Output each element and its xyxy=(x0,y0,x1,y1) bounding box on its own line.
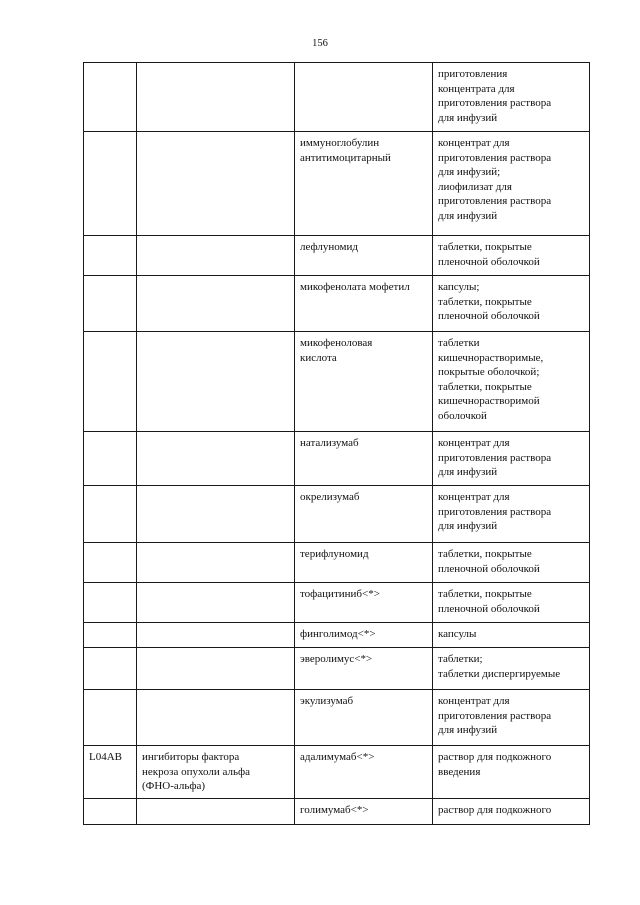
table-row xyxy=(84,623,590,648)
drug-group-cell xyxy=(137,63,295,132)
drug-name-cell-text: терифлуномид xyxy=(300,548,369,560)
atc-code-cell xyxy=(84,746,137,799)
table-row xyxy=(84,583,590,623)
atc-code-cell xyxy=(84,132,137,236)
drug-name-cell-text: окрелизумаб xyxy=(300,491,360,503)
dosage-form-cell xyxy=(433,236,590,276)
table-row xyxy=(84,799,590,825)
atc-code-cell xyxy=(84,432,137,486)
atc-code-cell xyxy=(84,799,137,825)
drug-name-cell-text: натализумаб xyxy=(300,437,359,449)
dosage-form-cell xyxy=(433,690,590,746)
atc-code-cell xyxy=(84,63,137,132)
drug-name-cell xyxy=(295,746,433,799)
atc-code-cell xyxy=(84,623,137,648)
dosage-form-cell xyxy=(433,276,590,332)
drug-name-cell-text: экулизумаб xyxy=(300,695,354,707)
drug-name-cell xyxy=(295,623,433,648)
table-row xyxy=(84,690,590,746)
drug-group-cell xyxy=(137,486,295,543)
drug-group-cell xyxy=(137,690,295,746)
table-row xyxy=(84,486,590,543)
table-row xyxy=(84,432,590,486)
table-row xyxy=(84,746,590,799)
table-row xyxy=(84,332,590,432)
dosage-form-cell xyxy=(433,543,590,583)
atc-code-cell xyxy=(84,236,137,276)
drug-group-cell xyxy=(137,432,295,486)
dosage-form-cell-text: концентрат для приготовления раствора для инфузий xyxy=(438,695,552,737)
drug-name-cell xyxy=(295,486,433,543)
drug-group-cell xyxy=(137,332,295,432)
drug-name-cell xyxy=(295,648,433,690)
drug-name-cell xyxy=(295,799,433,825)
drug-group-cell-text: ингибиторы фактора некроза опухоли альфа (ФНО-альфа) xyxy=(142,751,251,793)
dosage-form-cell xyxy=(433,799,590,825)
drug-name-cell xyxy=(295,583,433,623)
drug-name-cell-text: голимумаб<*> xyxy=(300,804,369,816)
dosage-form-cell-text: таблетки, покрытые пленочной оболочкой xyxy=(438,241,540,268)
dosage-form-cell-text: таблетки; таблетки диспергируемые xyxy=(438,653,561,680)
drug-name-cell xyxy=(295,543,433,583)
dosage-form-cell xyxy=(433,623,590,648)
dosage-form-cell xyxy=(433,132,590,236)
table-row xyxy=(84,236,590,276)
drug-name-cell-text: эверолимус<*> xyxy=(300,653,373,665)
atc-code-cell xyxy=(84,648,137,690)
dosage-form-cell-text: раствор для подкожного xyxy=(438,804,552,816)
table-body xyxy=(84,63,590,825)
dosage-form-cell-text: капсулы; таблетки, покрытые пленочной оболочкой xyxy=(438,281,540,323)
drug-table xyxy=(83,62,590,825)
drug-name-cell-text: микофенолата мофетил xyxy=(300,281,410,293)
drug-group-cell xyxy=(137,799,295,825)
drug-group-cell xyxy=(137,648,295,690)
drug-group-cell xyxy=(137,276,295,332)
table-row xyxy=(84,543,590,583)
dosage-form-cell xyxy=(433,63,590,132)
atc-code-cell xyxy=(84,690,137,746)
drug-name-cell-text: микофеноловая кислота xyxy=(300,337,373,364)
table-row xyxy=(84,276,590,332)
dosage-form-cell-text: концентрат для приготовления раствора для инфузий; лиофилизат для приготовления раствора для инфузий xyxy=(438,137,552,222)
dosage-form-cell-text: концентрат для приготовления раствора для инфузий xyxy=(438,491,552,533)
dosage-form-cell-text: капсулы xyxy=(438,628,477,640)
drug-group-cell xyxy=(137,236,295,276)
drug-name-cell-text: иммуноглобулин антитимоцитарный xyxy=(300,137,391,164)
dosage-form-cell-text: таблетки, покрытые пленочной оболочкой xyxy=(438,588,540,615)
dosage-form-cell-text: приготовления концентрата для приготовления раствора для инфузий xyxy=(438,68,552,124)
dosage-form-cell xyxy=(433,432,590,486)
dosage-form-cell-text: раствор для подкожного введения xyxy=(438,751,552,778)
table-row xyxy=(84,63,590,132)
dosage-form-cell xyxy=(433,486,590,543)
drug-group-cell xyxy=(137,543,295,583)
dosage-form-cell xyxy=(433,648,590,690)
drug-name-cell-text: адалимумаб<*> xyxy=(300,751,375,763)
atc-code-cell xyxy=(84,543,137,583)
atc-code-cell xyxy=(84,332,137,432)
dosage-form-cell xyxy=(433,746,590,799)
drug-name-cell xyxy=(295,63,433,132)
dosage-form-cell-text: концентрат для приготовления раствора для инфузий xyxy=(438,437,552,479)
drug-name-cell xyxy=(295,332,433,432)
drug-name-cell xyxy=(295,276,433,332)
drug-group-cell xyxy=(137,746,295,799)
drug-name-cell xyxy=(295,432,433,486)
drug-name-cell xyxy=(295,690,433,746)
dosage-form-cell-text: таблетки кишечнорастворимые, покрытые оболочкой; таблетки, покрытые кишечнорастворимой оболочкой xyxy=(438,337,544,422)
drug-group-cell xyxy=(137,623,295,648)
drug-name-cell-text: тофацитиниб<*> xyxy=(300,588,380,600)
drug-name-cell-text: лефлуномид xyxy=(300,241,358,253)
drug-name-cell xyxy=(295,132,433,236)
atc-code-cell-text: L04AB xyxy=(89,751,122,763)
atc-code-cell xyxy=(84,486,137,543)
dosage-form-cell-text: таблетки, покрытые пленочной оболочкой xyxy=(438,548,540,575)
drug-name-cell xyxy=(295,236,433,276)
dosage-form-cell xyxy=(433,583,590,623)
drug-group-cell xyxy=(137,583,295,623)
drug-group-cell xyxy=(137,132,295,236)
atc-code-cell xyxy=(84,583,137,623)
dosage-form-cell xyxy=(433,332,590,432)
drug-name-cell-text: финголимод<*> xyxy=(300,628,376,640)
table-row xyxy=(84,132,590,236)
table-row xyxy=(84,648,590,690)
page-number: 156 xyxy=(312,38,328,49)
atc-code-cell xyxy=(84,276,137,332)
